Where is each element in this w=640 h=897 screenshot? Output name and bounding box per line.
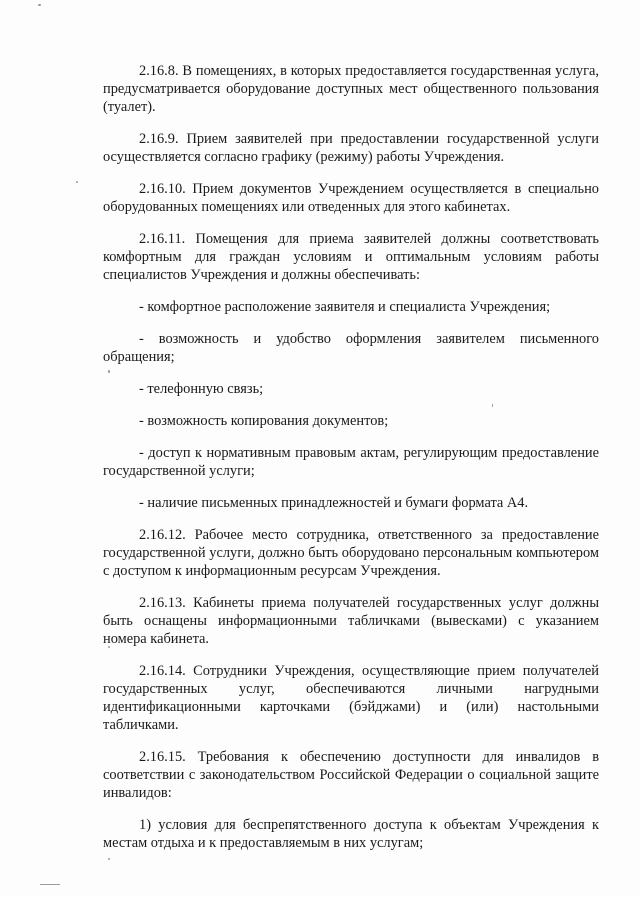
paragraph-2-16-12: 2.16.12. Рабочее место сотрудника, ответственного за предоставление государственной услуги, должно быть оборудовано персональным компьютером с доступом к информационным ресурсам Учреждения. bbox=[103, 527, 599, 579]
paragraph-2-16-13: 2.16.13. Кабинеты приема получателей государственных услуг должны быть оснащены информационными табличками (вывесками) с указанием номера кабинета. bbox=[103, 595, 599, 647]
paragraph-2-16-9: 2.16.9. Прием заявителей при предоставлении государственной услуги осуществляется согласно графику (режиму) работы Учреждения. bbox=[103, 131, 599, 165]
paragraph-2-16-15: 2.16.15. Требования к обеспечению доступности для инвалидов в соответствии с законодательством Российской Федерации о социальной защите инвалидов: bbox=[103, 749, 599, 801]
scan-speck bbox=[38, 4, 41, 6]
list-item-legal-acts: - доступ к нормативным правовым актам, регулирующим предоставление государственной услуги; bbox=[103, 445, 599, 479]
paragraph-2-16-10: 2.16.10. Прием документов Учреждением осуществляется в специально оборудованных помещениях или отведенных для этого кабинетах. bbox=[103, 181, 599, 215]
scan-speck bbox=[76, 181, 78, 183]
paragraph-2-16-8: 2.16.8. В помещениях, в которых предоставляется государственная услуга, предусматривается оборудование доступных мест общественного пользования (туалет). bbox=[103, 63, 599, 115]
list-item-stationery: - наличие письменных принадлежностей и бумаги формата А4. bbox=[139, 495, 529, 511]
paragraph-2-16-14: 2.16.14. Сотрудники Учреждения, осуществляющие прием получателей государственных услуг, обеспечиваются личными нагрудными идентификационными карточками (бэйджами) и (или) настольными табличками. bbox=[103, 663, 599, 733]
list-item-written-appeal: - возможность и удобство оформления заявителем письменного обращения; bbox=[103, 331, 599, 365]
document-body bbox=[103, 62, 599, 852]
scan-speck bbox=[40, 884, 60, 885]
paragraph-2-16-11: 2.16.11. Помещения для приема заявителей должны соответствовать комфортным для граждан условиям и оптимальным условиям работы специалистов Учреждения и должны обеспечивать: bbox=[103, 231, 599, 283]
scan-speck bbox=[108, 858, 110, 860]
list-item-copying: - возможность копирования документов; bbox=[139, 413, 389, 429]
list-item-telephone: - телефонную связь; bbox=[139, 381, 264, 397]
list-item-comfortable-placement: - комфортное расположение заявителя и специалиста Учреждения; bbox=[139, 299, 551, 315]
list-item-barrier-free-access: 1) условия для беспрепятственного доступа к объектам Учреждения к местам отдыха и к предоставляемым в них услугам; bbox=[103, 817, 599, 851]
